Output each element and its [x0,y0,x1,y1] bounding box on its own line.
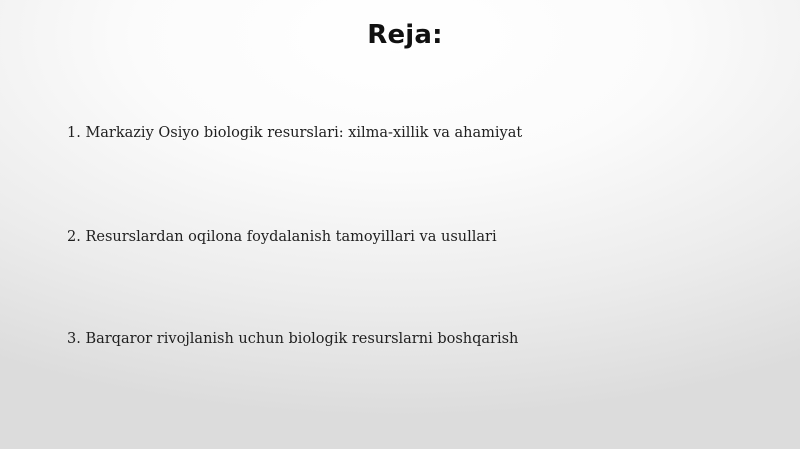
plan-item-1: 1. Markaziy Osiyo biologik resurslari: xilma-xillik va ahamiyat [67,125,523,141]
plan-item-2: 2. Resurslardan oqilona foydalanish tamoyillari va usullari [67,229,497,245]
slide-title: Reja: [367,20,443,50]
plan-item-3: 3. Barqaror rivojlanish uchun biologik resurslarni boshqarish [67,331,519,347]
